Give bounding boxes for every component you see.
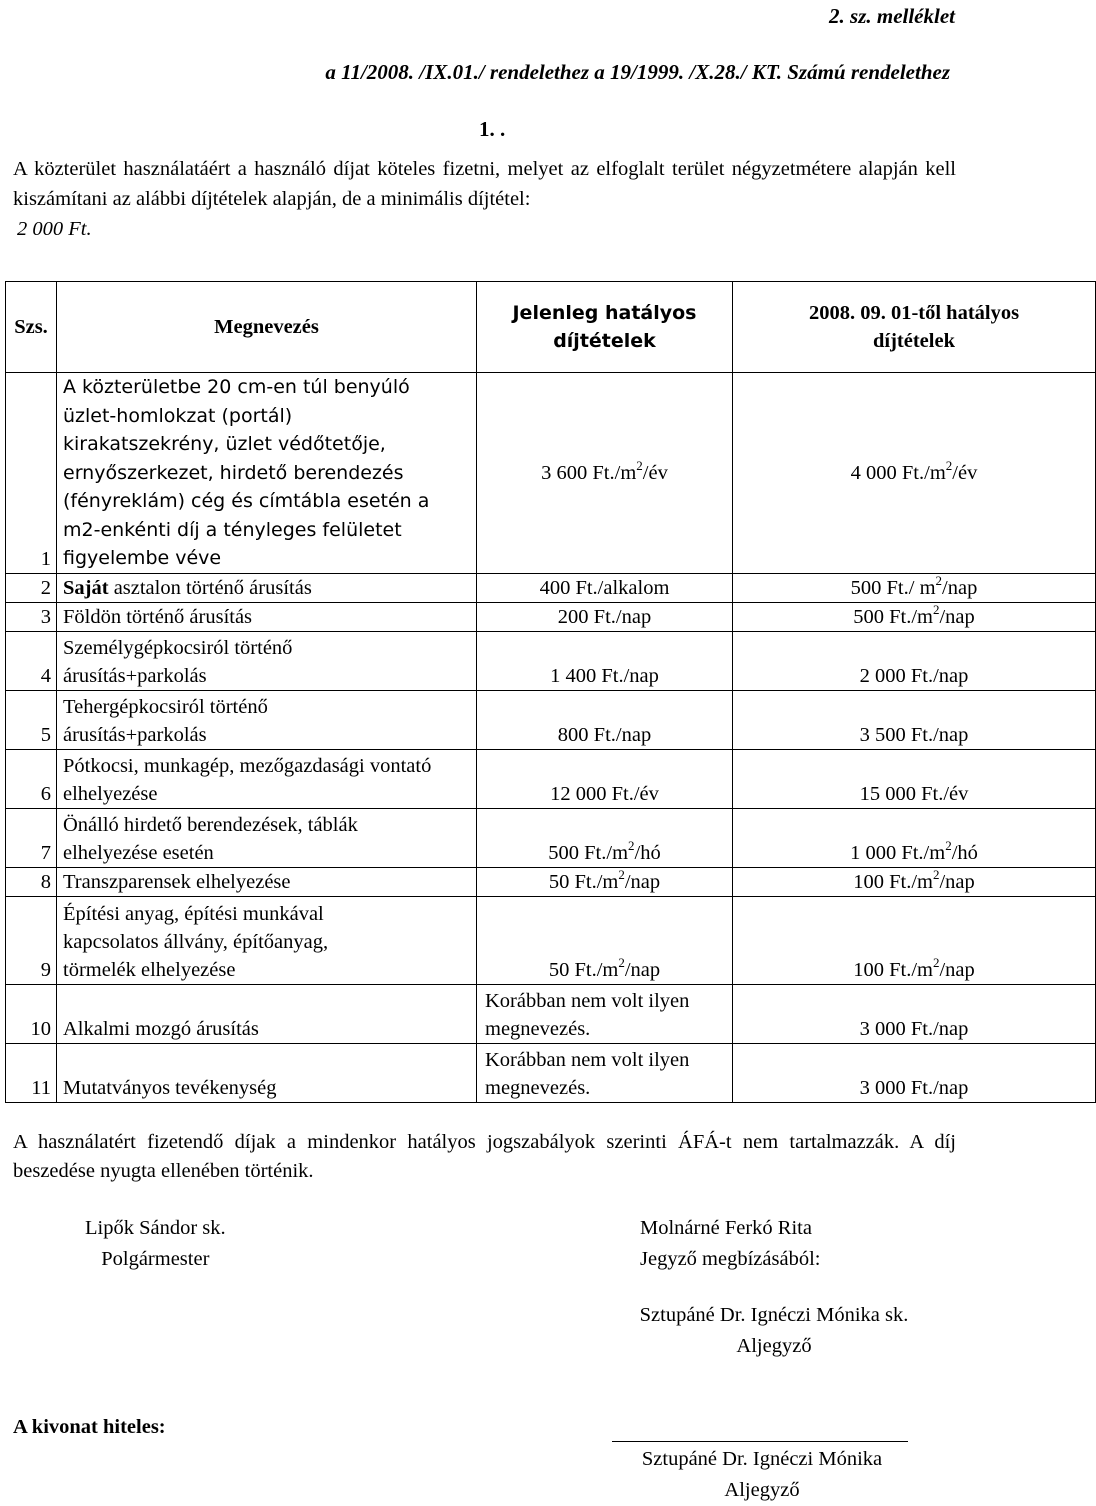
deputy-title: Aljegyző xyxy=(736,1335,812,1357)
table-row xyxy=(6,984,1096,1043)
notary-title: Jegyző megbízásából: xyxy=(640,1248,821,1270)
row-description: Alkalmi mozgó árusítás xyxy=(57,984,477,1043)
final-name: Sztupáné Dr. Ignéczi Mónika xyxy=(641,1448,883,1470)
row-current-fee: 800 Ft./nap xyxy=(477,690,733,749)
row-new-fee: 500 Ft./ $m^2$/nap xyxy=(733,573,1096,602)
table-row xyxy=(6,808,1096,867)
row-new-fee: 3 500 Ft./nap xyxy=(733,690,1096,749)
mayor-title: Polgármester xyxy=(101,1248,210,1270)
row-current-fee: 200 Ft./nap xyxy=(477,602,733,631)
minimum-fee: 2 000 Ft. xyxy=(17,218,92,240)
mayor-name: Lipők Sándor sk. xyxy=(85,1217,226,1239)
final-title: Aljegyző xyxy=(724,1479,800,1501)
row-number: 5 xyxy=(6,690,57,749)
row-description: Pótkocsi, munkagép, mezőgazdasági vontató elhelyezése xyxy=(57,749,477,808)
row-current-fee: 50 $Ft./m^2$/nap xyxy=(477,896,733,984)
row-new-fee: 3 000 Ft./nap xyxy=(733,1043,1096,1102)
section-number: 1. . xyxy=(479,117,506,141)
row-number: 9 xyxy=(6,896,57,984)
row-description: Önálló hirdető berendezések, táblák elhelyezése esetén xyxy=(57,808,477,867)
header-num: Szs. xyxy=(6,282,57,373)
vat-note: A használatért fizetendő díjak a mindenkor hatályos jogszabályok szerinti ÁFÁ-t nem tartalmazzák. A díj beszedése nyugta ellenében történik. xyxy=(13,1131,956,1182)
row-description: Saját asztalon történő árusítás xyxy=(57,573,477,602)
header-new xyxy=(733,282,1096,373)
signature-notary xyxy=(640,1213,820,1275)
row-new-fee: 2 000 Ft./nap xyxy=(733,631,1096,690)
row-number: 6 xyxy=(6,749,57,808)
table-row xyxy=(6,602,1096,631)
row-number: 8 xyxy=(6,867,57,896)
notary-name: Molnárné Ferkó Rita xyxy=(640,1217,812,1239)
row-new-fee: 15 000 Ft./év xyxy=(733,749,1096,808)
row-number: 10 xyxy=(6,984,57,1043)
table-row xyxy=(6,373,1096,574)
row-number: 3 xyxy=(6,602,57,631)
row-new-fee: 1 000 $Ft./m^2/hó$ xyxy=(733,808,1096,867)
header-new-text: 2008. 09. 01-től hatályos díjtételek xyxy=(808,302,1020,352)
table-row xyxy=(6,1043,1096,1102)
intro-text: A közterület használatáért a használó díjat köteles fizetni, melyet az elfoglalt terület négyzetmétere alapján kell kiszámítani az alábbi díjtételek alapján, de a minimális díjtétel: xyxy=(13,158,956,210)
table-row xyxy=(6,631,1096,690)
row-description: Tehergépkocsiról történő árusítás+parkolás xyxy=(57,690,477,749)
row-current-fee: 50 $Ft./m^2$/nap xyxy=(477,867,733,896)
row-description: A közterületbe 20 cm-en túl benyúló üzlet-homlokzat (portál) kirakatszekrény, üzlet védőtetője, ernyőszerkezet, hirdető berendezés (fényreklám) cég és címtábla esetén a m2-enkénti díj a tényleges felületet figyelembe véve xyxy=(57,373,477,574)
fee-table xyxy=(5,281,1096,1103)
row-description: Földön történő árusítás xyxy=(57,602,477,631)
table-row xyxy=(6,573,1096,602)
deputy-name: Sztupáné Dr. Ignéczi Mónika sk. xyxy=(639,1304,909,1326)
row-description: Építési anyag, építési munkával kapcsolatos állvány, építőanyag, törmelék elhelyezése xyxy=(57,896,477,984)
table-row xyxy=(6,749,1096,808)
row-number: 2 xyxy=(6,573,57,602)
annex-label: 2. sz. melléklet xyxy=(829,4,955,28)
intro-paragraph xyxy=(13,154,956,244)
row-description: Személygépkocsiról történő árusítás+parkolás xyxy=(57,631,477,690)
table-row xyxy=(6,896,1096,984)
row-new-fee: 4 000 $Ft./m^2/év$ xyxy=(733,373,1096,574)
row-new-fee: 100 $Ft./m^2$/nap xyxy=(733,867,1096,896)
header-current: Jelenleg hatályos díjtételek xyxy=(477,282,733,373)
row-current-fee: Korábban nem volt ilyen megnevezés. xyxy=(477,984,733,1043)
certified-label: A kivonat hiteles: xyxy=(13,1416,166,1438)
row-current-fee: 1 400 Ft./nap xyxy=(477,631,733,690)
signature-line xyxy=(612,1441,908,1442)
row-new-fee: 100 $Ft./m^2$/nap xyxy=(733,896,1096,984)
row-number: 7 xyxy=(6,808,57,867)
row-new-fee: 500 $Ft./m^2$/nap xyxy=(733,602,1096,631)
signature-final xyxy=(600,1444,924,1506)
signature-deputy xyxy=(608,1300,940,1362)
row-description: Transzparensek elhelyezése xyxy=(57,867,477,896)
row-current-fee: Korábban nem volt ilyen megnevezés. xyxy=(477,1043,733,1102)
regulation-reference: a 11/2008. /IX.01./ rendelethez a 19/1999. /X.28./ KT. Számú rendelethez xyxy=(325,60,950,84)
row-current-fee: 400 Ft./alkalom xyxy=(477,573,733,602)
row-current-fee: 12 000 Ft./év xyxy=(477,749,733,808)
header-name: Megnevezés xyxy=(57,282,477,373)
signature-mayor xyxy=(85,1213,226,1275)
row-current-fee: 500 $Ft./m^2/hó$ xyxy=(477,808,733,867)
row-number: 4 xyxy=(6,631,57,690)
row-number: 11 xyxy=(6,1043,57,1102)
table-header-row xyxy=(6,282,1096,373)
row-description: Mutatványos tevékenység xyxy=(57,1043,477,1102)
table-row xyxy=(6,690,1096,749)
table-row xyxy=(6,867,1096,896)
fee-table-body xyxy=(6,373,1096,1103)
row-current-fee: 3 600 $Ft./m^2/év$ xyxy=(477,373,733,574)
row-new-fee: 3 000 Ft./nap xyxy=(733,984,1096,1043)
row-number: 1 xyxy=(6,373,57,574)
